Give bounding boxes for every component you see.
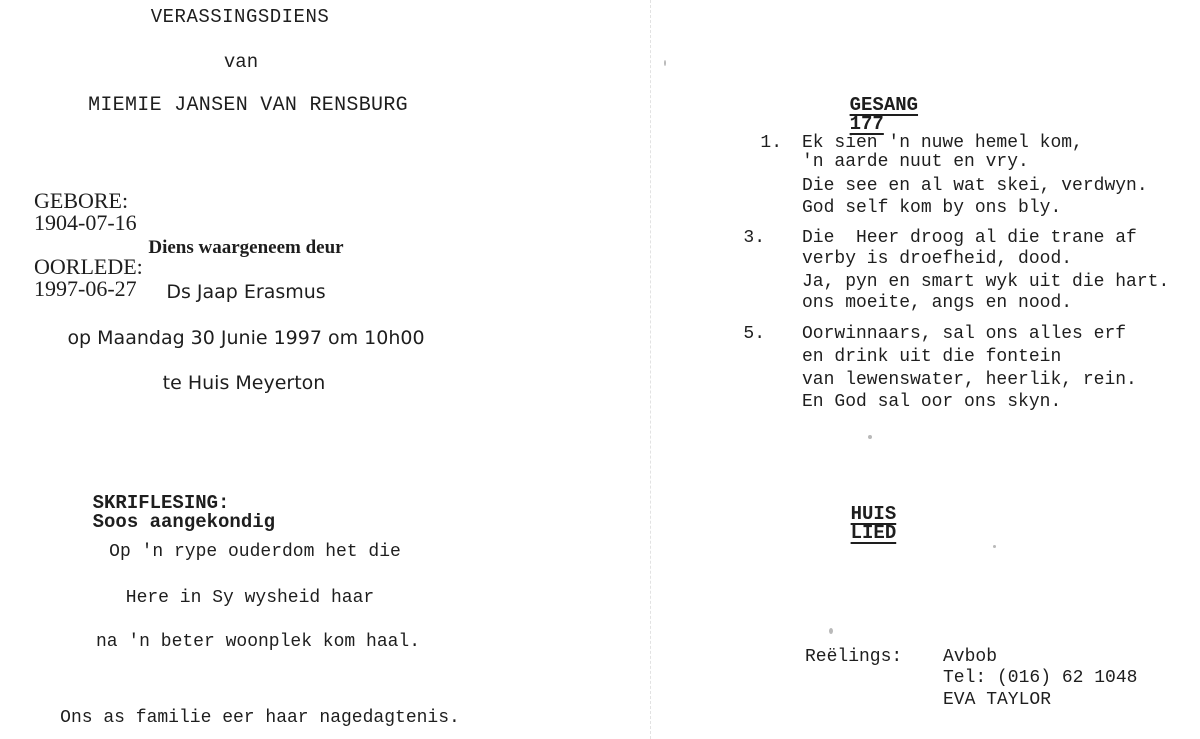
verse-line: God self kom by ons bly. [802,198,1062,218]
tribute-line: Op 'n rype ouderdom het die [109,542,401,562]
arrangements-line: Tel: (016) 62 1048 [943,668,1138,688]
hymn-heading-word: GESANG [849,94,919,116]
verse-line: Ja, pyn en smart wyk uit die hart. [802,272,1170,292]
reading-text: Soos aangekondig [92,511,276,533]
paper-speck [829,628,833,634]
song-heading-word: HUIS [850,503,897,525]
died-label: OORLEDE: [34,254,143,279]
verse-line: Oorwinnaars, sal ons alles erf [802,324,1127,344]
song-heading-word: LIED [850,522,897,544]
paper-speck [664,60,666,66]
reading-line [47,475,275,551]
service-date-line: op Maandag 30 Junie 1997 om 10h00 [67,327,425,349]
tribute-line: Here in Sy wysheid haar [125,588,375,608]
verse-line: Die Heer droog al die trane af [802,228,1137,248]
paper-speck [993,545,996,548]
verse-number: 3. [743,228,765,248]
arrangements-line: EVA TAYLOR [943,690,1052,710]
deceased-name: MIEMIE JANSEN VAN RENSBURG [88,94,408,117]
verse-line: en drink uit die fontein [802,347,1062,367]
paper-speck [868,435,872,439]
dates-line [12,168,143,322]
verse-line: En God sal oor ons skyn. [802,392,1062,412]
arrangements-line: Avbob [943,647,998,667]
tribute-line: na 'n beter woonplek kom haal. [95,632,421,652]
page-fold-line [650,0,651,739]
born-date: 1904-07-16 [34,210,137,235]
verse-line: verby is droefheid, dood. [802,249,1073,269]
verse-line: ons moeite, angs en nood. [802,293,1073,313]
service-place: te Huis Meyerton [162,372,326,394]
arrangements-label: Reëlings: [805,647,903,667]
verse-line: van lewenswater, heerlik, rein. [802,370,1137,390]
verse-line: 'n aarde nuut en vry. [802,152,1029,172]
song-heading [805,486,896,562]
verse-number: 1. [760,133,782,153]
born-label: GEBORE: [34,188,129,213]
minister-name: Ds Jaap Erasmus [166,281,326,303]
verse-line: Die see en al wat skei, verdwyn. [802,176,1148,196]
verse-number: 5. [743,324,765,344]
hymn-heading-number: 177 [849,113,884,135]
van-text: van [223,51,259,73]
service-title: VERASSINGSDIENS [150,6,330,28]
service-by-text: Diens waargeneem deur [148,237,344,258]
closing-line: Ons as familie eer haar nagedagtenis. [60,708,460,728]
died-date: 1997-06-27 [34,276,137,301]
reading-label: SKRIFLESING: [92,492,230,514]
verse-line: Ek sien 'n nuwe hemel kom, [802,133,1083,153]
